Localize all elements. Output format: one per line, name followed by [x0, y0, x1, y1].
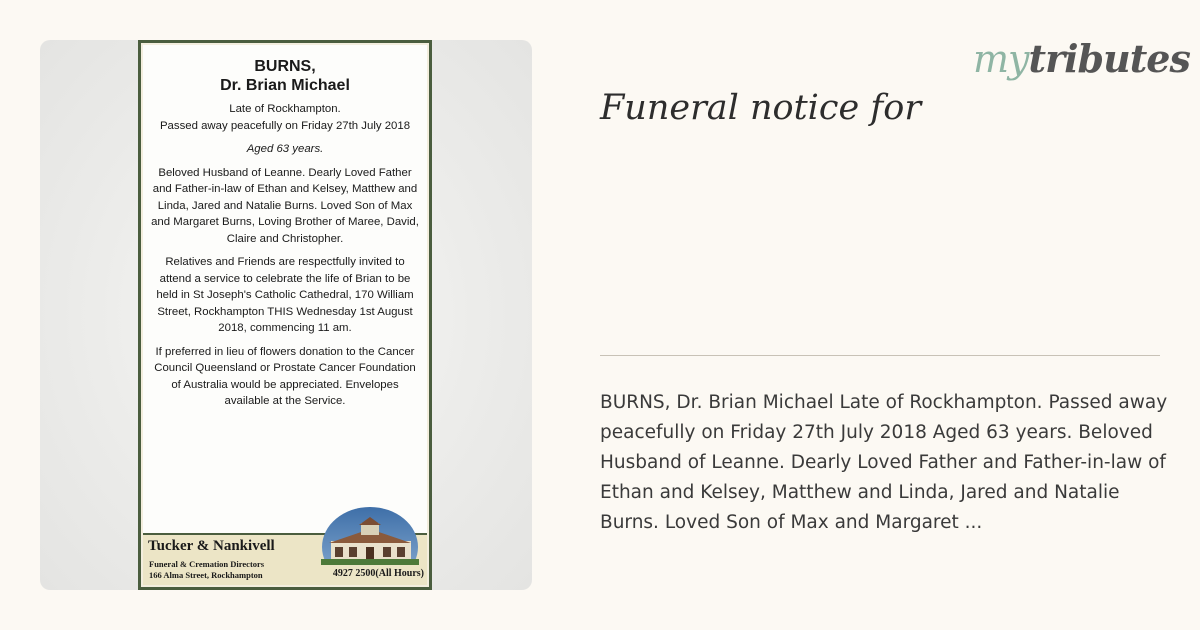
- notice-text-block: [143, 45, 427, 410]
- notice-excerpt: BURNS, Dr. Brian Michael Late of Rockhampton. Passed away peacefully on Friday 27th July 2018 Aged 63 years. Beloved Husband of Leanne. Dearly Loved Father and Father-in-law of Ethan and Kelsey, Matthew and Linda, Jared and Natalie Burns. Loved Son of Max and Margaret ...: [600, 392, 1168, 533]
- notice-surname: BURNS,: [254, 58, 316, 75]
- notice-donations: If preferred in lieu of flowers donation to the Cancer Council Queensland or Prostate Cancer Foundation of Australia would be appreciated. Envelopes available at the Service.: [154, 345, 416, 407]
- logo-tributes: tributes: [1028, 36, 1190, 81]
- notice-given-name: Dr. Brian Michael: [220, 77, 350, 94]
- section-divider: [600, 355, 1160, 356]
- funeral-director-name: Tucker & Nankivell: [148, 538, 275, 554]
- notice-image-panel: [40, 40, 532, 590]
- notice-inner-frame: [141, 43, 429, 587]
- funeral-director-address: 166 Alma Street, Rockhampton: [149, 570, 263, 580]
- notice-age: Aged 63 years.: [246, 143, 324, 155]
- funeral-notice-clipping: [138, 40, 432, 590]
- funeral-director-band: [143, 533, 427, 585]
- notice-family: Beloved Husband of Leanne. Dearly Loved Father and Father-in-law of Ethan and Kelsey, Matthew and Linda, Jared and Natalie Burns. Loved Son of Max and Margaret Burns, Loving Brother of Maree, David, Claire and Christopher.: [151, 166, 419, 245]
- notice-passing: Passed away peacefully on Friday 27th July 2018: [159, 119, 411, 132]
- mytributes-logo: [973, 36, 1190, 81]
- logo-my: my: [973, 37, 1029, 81]
- page-title: Funeral notice for: [600, 88, 922, 128]
- funeral-home-building-icon: [321, 507, 419, 565]
- notice-residence: Late of Rockhampton.: [229, 103, 341, 115]
- funeral-director-phone: 4927 2500(All Hours): [332, 568, 424, 579]
- funeral-director-subtitle: Funeral & Cremation Directors: [149, 559, 265, 569]
- notice-service: Relatives and Friends are respectfully invited to attend a service to celebrate the life of Brian to be held in St Joseph's Catholic Cathedral, 170 William Street, Rockhampton THIS Wednesday 1st August 2018, commencing 11 am.: [156, 256, 414, 334]
